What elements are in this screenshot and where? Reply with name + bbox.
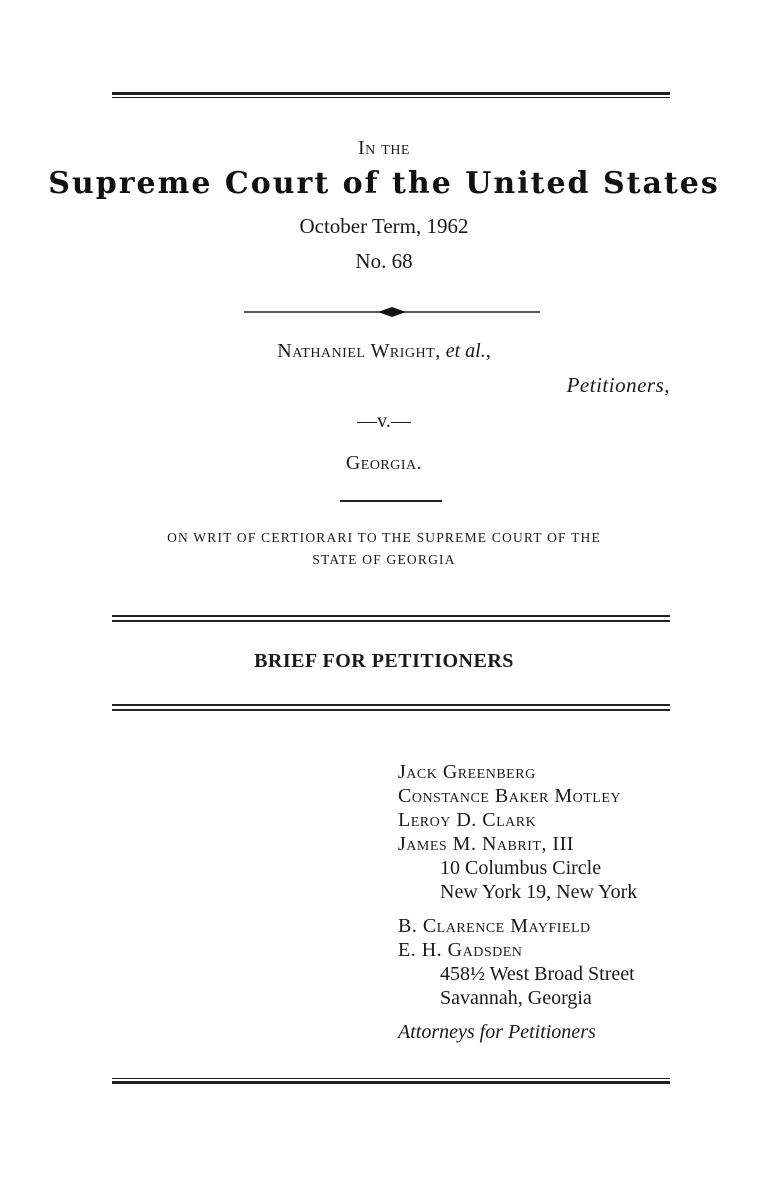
brief-title: BRIEF FOR PETITIONERS	[254, 650, 514, 672]
attorney-name: James M. Nabrit, III	[398, 833, 574, 855]
attorneys-closing: Attorneys for Petitioners	[398, 1021, 596, 1043]
address-line: New York 19, New York	[440, 881, 638, 903]
petitioner-name: Nathaniel Wright,	[277, 340, 441, 362]
writ-line-1: ON WRIT OF CERTIORARI TO THE SUPREME COURT OF THE	[167, 530, 601, 545]
short-rule	[340, 500, 442, 502]
bottom-rule	[112, 1078, 670, 1086]
address-line: 10 Columbus Circle	[440, 857, 602, 879]
attorney-name: Constance Baker Motley	[398, 785, 621, 807]
writ-line-2: STATE OF GEORGIA	[312, 552, 456, 567]
term-line: October Term, 1962	[299, 214, 469, 238]
title-top-rule	[112, 615, 670, 623]
in-the-label: In the	[358, 137, 410, 159]
case-number: No. 68	[355, 249, 413, 273]
top-rule	[112, 92, 670, 100]
title-bottom-rule	[112, 704, 670, 712]
court-name: Supreme Court of the United States	[48, 166, 720, 201]
petitioner-etal: et al.,	[445, 340, 491, 362]
versus-label: —v.—	[357, 410, 411, 432]
respondent-name: Georgia.	[345, 452, 423, 474]
address-line: 458½ West Broad Street	[440, 963, 635, 985]
petitioner-line	[0, 340, 768, 363]
attorney-name: B. Clarence Mayfield	[398, 915, 591, 937]
address-line: Savannah, Georgia	[440, 987, 592, 1009]
diamond-ornament-rule	[244, 305, 540, 319]
attorney-name: Leroy D. Clark	[398, 809, 537, 831]
attorney-name: Jack Greenberg	[398, 761, 536, 783]
attorneys-block	[398, 760, 698, 1044]
petitioner-role: Petitioners,	[566, 373, 670, 397]
attorney-name: E. H. Gadsden	[398, 939, 523, 961]
